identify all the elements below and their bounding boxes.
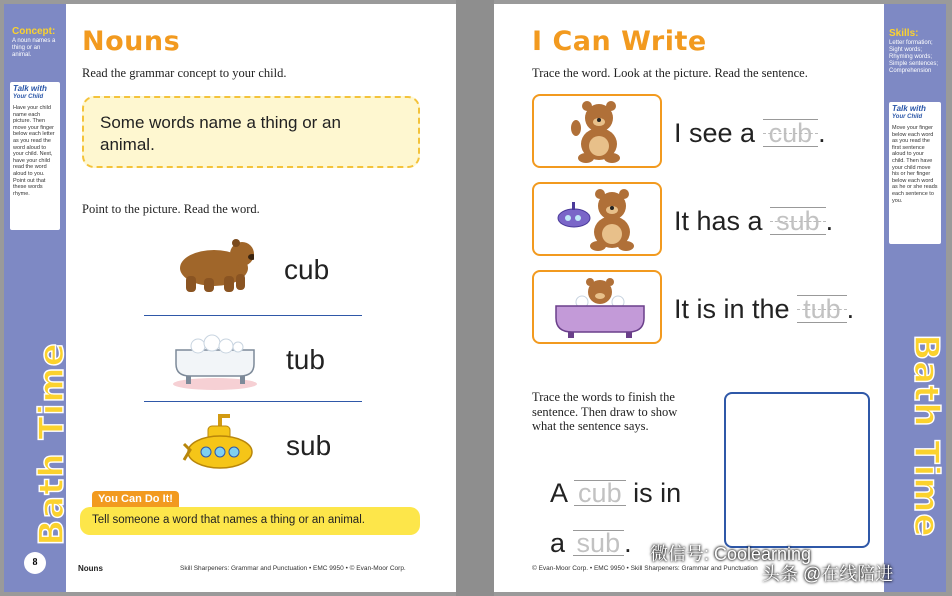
you-can-do-it-tab: You Can Do It! <box>92 491 179 507</box>
page-number: 8 <box>24 552 46 574</box>
final-sentence-line2: a sub . <box>550 528 632 558</box>
left-page <box>4 4 456 592</box>
watermark-line1: 微信号: Coolearning <box>650 544 812 564</box>
concept-text: A noun names a thing or an animal. <box>12 38 56 58</box>
picture-frame-1 <box>532 94 662 168</box>
instruction-trace: Trace the word. Look at the picture. Read the sentence. <box>532 66 808 80</box>
talk-text: Move your finger below each word as you read the first sentence aloud to your child. Then have your child move his or her finger below each word as he or she reads each sentence to you. <box>892 125 938 204</box>
trace-word-sub-final[interactable]: sub <box>573 530 625 556</box>
instruction-read-concept: Read the grammar concept to your child. <box>82 66 287 80</box>
picture-frame-2 <box>532 182 662 256</box>
talk-with-child-box <box>10 82 60 230</box>
word-tub: tub <box>286 344 325 375</box>
bathtub-icon <box>170 332 260 392</box>
concept-statement: Some words name a thing or an animal. <box>100 113 341 154</box>
sentence-3: It is in the tub . <box>674 294 855 324</box>
you-can-do-it-text: Tell someone a word that names a thing or an animal. <box>80 507 420 535</box>
bear-waving-icon <box>564 100 634 164</box>
trace-word-cub-final[interactable]: cub <box>574 480 626 506</box>
trace-word-tub[interactable]: tub <box>797 295 847 323</box>
page-title: Nouns <box>82 26 181 57</box>
footer-text: Skill Sharpeners: Grammar and Punctuation • EMC 9950 • © Evan-Moor Corp. <box>180 565 406 572</box>
talk-logo: Talk with Your Child <box>892 104 926 120</box>
bear-with-toy-sub-icon <box>554 188 650 252</box>
right-sidebar <box>884 4 946 592</box>
talk-text: Have your child name each picture. Then move your finger below each letter as you read the word aloud to your child. Next, have your child read the word aloud to you. Point out that these words rhyme. <box>13 105 55 197</box>
submarine-icon <box>178 410 258 476</box>
instruction-trace-draw: Trace the words to finish the sentence. Then draw to show what the sentence says. <box>532 390 678 433</box>
vertical-title: Bath Time <box>905 334 946 538</box>
right-page <box>494 4 946 592</box>
sentence-1: I see a cub . <box>674 118 826 148</box>
watermark-line2: 头条 @在线陪进 <box>762 564 894 584</box>
talk-logo: Talk with Your Child <box>13 84 47 100</box>
word-cub: cub <box>284 254 330 285</box>
instruction-point-read: Point to the picture. Read the word. <box>82 202 260 216</box>
footer-text: © Evan-Moor Corp. • EMC 9950 • Skill Sharpeners: Grammar and Punctuation <box>532 565 758 572</box>
left-sidebar <box>4 4 72 592</box>
divider <box>144 315 362 316</box>
footer-label: Nouns <box>78 564 103 573</box>
drawing-box[interactable] <box>724 392 870 548</box>
talk-with-child-box <box>889 102 941 244</box>
bear-icon <box>170 234 254 294</box>
page-title: I Can Write <box>532 26 707 57</box>
divider <box>144 401 362 402</box>
skills-text: Letter formation; Sight words; Rhyming words; Simple sentences; Comprehension <box>889 40 939 74</box>
bear-in-tub-icon <box>552 276 648 340</box>
word-sub: sub <box>286 430 332 461</box>
picture-frame-3 <box>532 270 662 344</box>
skills-title: Skills: <box>889 28 919 39</box>
concept-box <box>82 96 420 168</box>
concept-title: Concept: <box>12 26 56 37</box>
sentence-2: It has a sub . <box>674 206 834 236</box>
book-gutter <box>456 0 494 596</box>
vertical-title: Bath Time <box>31 342 72 546</box>
final-sentence-line1: A cub is in <box>550 478 682 508</box>
trace-word-cub[interactable]: cub <box>763 119 819 147</box>
trace-word-sub[interactable]: sub <box>770 207 826 235</box>
